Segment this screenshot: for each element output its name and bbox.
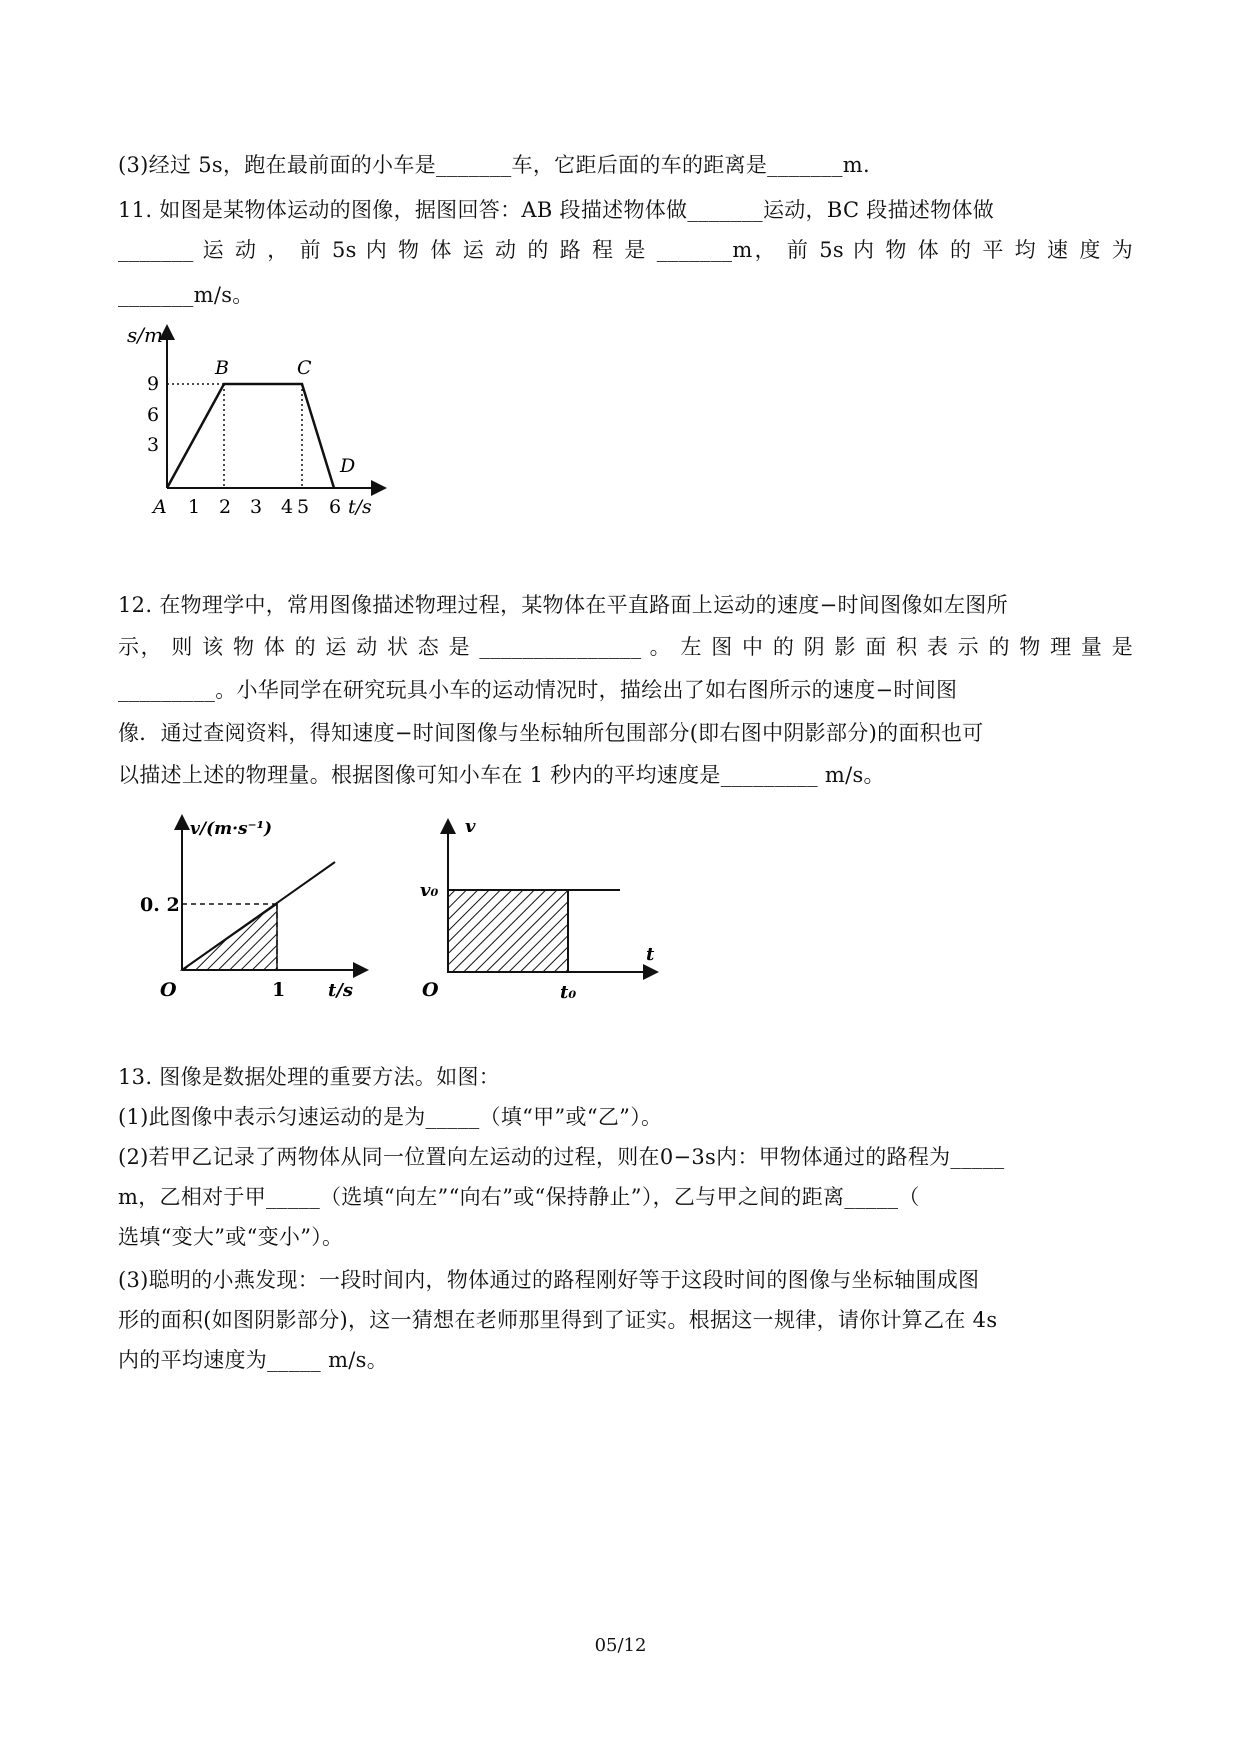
- x-tick-1: 1: [188, 496, 201, 518]
- x-tick-5: 5: [297, 496, 310, 518]
- s-t-line: [167, 384, 334, 488]
- text-line-q12-e: 以描述上述的物理量。根据图像可知小车在 1 秒内的平均速度是_________ m/s。: [118, 763, 885, 787]
- x-tick-4: 4: [281, 496, 294, 518]
- x-tick-t0: t₀: [560, 982, 577, 1003]
- y-axis-label: v: [465, 816, 476, 837]
- x-axis-label: t: [646, 944, 655, 965]
- text-line-q12-a: 12. 在物理学中，常用图像描述物理过程，某物体在平直路面上运动的速度−时间图像如左图所: [118, 593, 1008, 617]
- y-tick-v0: v₀: [420, 880, 439, 901]
- shaded-area: [448, 890, 568, 972]
- y-tick-0-2: 0. 2: [140, 894, 180, 916]
- text-line-q13-a: 13. 图像是数据处理的重要方法。如图：: [118, 1065, 501, 1089]
- y-tick-6: 6: [147, 404, 160, 426]
- x-axis-label: t/s: [328, 980, 354, 1001]
- x-axis-label: t/s: [348, 496, 372, 518]
- point-label-c: C: [297, 357, 312, 379]
- text-line-q11-c: _______m/s。: [118, 283, 254, 307]
- y-tick-9: 9: [147, 373, 160, 395]
- text-line-q12-c: _________。小华同学在研究玩具小车的运动情况时，描绘出了如右图所示的速度−时间图: [118, 678, 958, 702]
- origin-label: O: [160, 979, 177, 1001]
- text-line-q10-3: (3)经过 5s，跑在最前面的小车是_______车，它距后面的车的距离是_______m.: [118, 153, 870, 177]
- text-line-q13-3c: 内的平均速度为_____ m/s。: [118, 1348, 389, 1372]
- figure-s-t-graph: [125, 320, 425, 524]
- figure-v-t-left: [140, 810, 380, 1014]
- point-label-b: B: [215, 357, 229, 379]
- text-line-q12-b: 示， 则 该 物 体 的 运 动 状 态 是 _______________ 。 左 图 中 的 阴 影 面 积 表 示 的 物 理 量 是: [118, 635, 1133, 659]
- x-tick-1: 1: [272, 979, 286, 1001]
- y-axis-label: s/m: [127, 323, 163, 347]
- x-tick-2: 2: [219, 496, 232, 518]
- text-line-q13-1: (1)此图像中表示匀速运动的是为_____（填“甲”或“乙”）。: [118, 1105, 663, 1129]
- text-line-q12-d: 像．通过查阅资料，得知速度−时间图像与坐标轴所包围部分(即右图中阴影部分)的面积也可: [118, 721, 984, 745]
- text-line-q13-3b: 形的面积(如图阴影部分)，这一猜想在老师那里得到了证实。根据这一规律，请你计算乙在 4s: [118, 1308, 998, 1332]
- x-tick-6: 6: [329, 496, 342, 518]
- page-number: 05/12: [594, 1635, 647, 1656]
- point-label-a: A: [153, 496, 167, 518]
- y-tick-3: 3: [147, 434, 160, 456]
- x-tick-3: 3: [250, 496, 263, 518]
- text-line-q13-2a: (2)若甲乙记录了两物体从同一位置向左运动的过程，则在0−3s内：甲物体通过的路程为_____: [118, 1145, 1005, 1169]
- y-axis-label: v/(m·s⁻¹): [190, 819, 273, 839]
- text-line-q11-a: 11. 如图是某物体运动的图像，据图回答：AB 段描述物体做_______运动，BC 段描述物体做: [118, 198, 995, 222]
- text-line-q11-b: _______ 运 动 ， 前 5s 内 物 体 运 动 的 路 程 是 _______m， 前 5s 内 物 体 的 平 均 速 度 为: [118, 238, 1133, 262]
- figure-v-t-right: [410, 810, 670, 1014]
- point-label-d: D: [340, 455, 356, 477]
- text-line-q13-2b: m，乙相对于甲_____（选填“向左”“向右”或“保持静止”），乙与甲之间的距离_____（: [118, 1185, 920, 1209]
- text-line-q13-3a: (3)聪明的小燕发现：一段时间内，物体通过的路程刚好等于这段时间的图像与坐标轴围成图: [118, 1268, 980, 1292]
- origin-label: O: [422, 979, 439, 1001]
- text-line-q13-2c: 选填“变大”或“变小”）。: [118, 1225, 344, 1249]
